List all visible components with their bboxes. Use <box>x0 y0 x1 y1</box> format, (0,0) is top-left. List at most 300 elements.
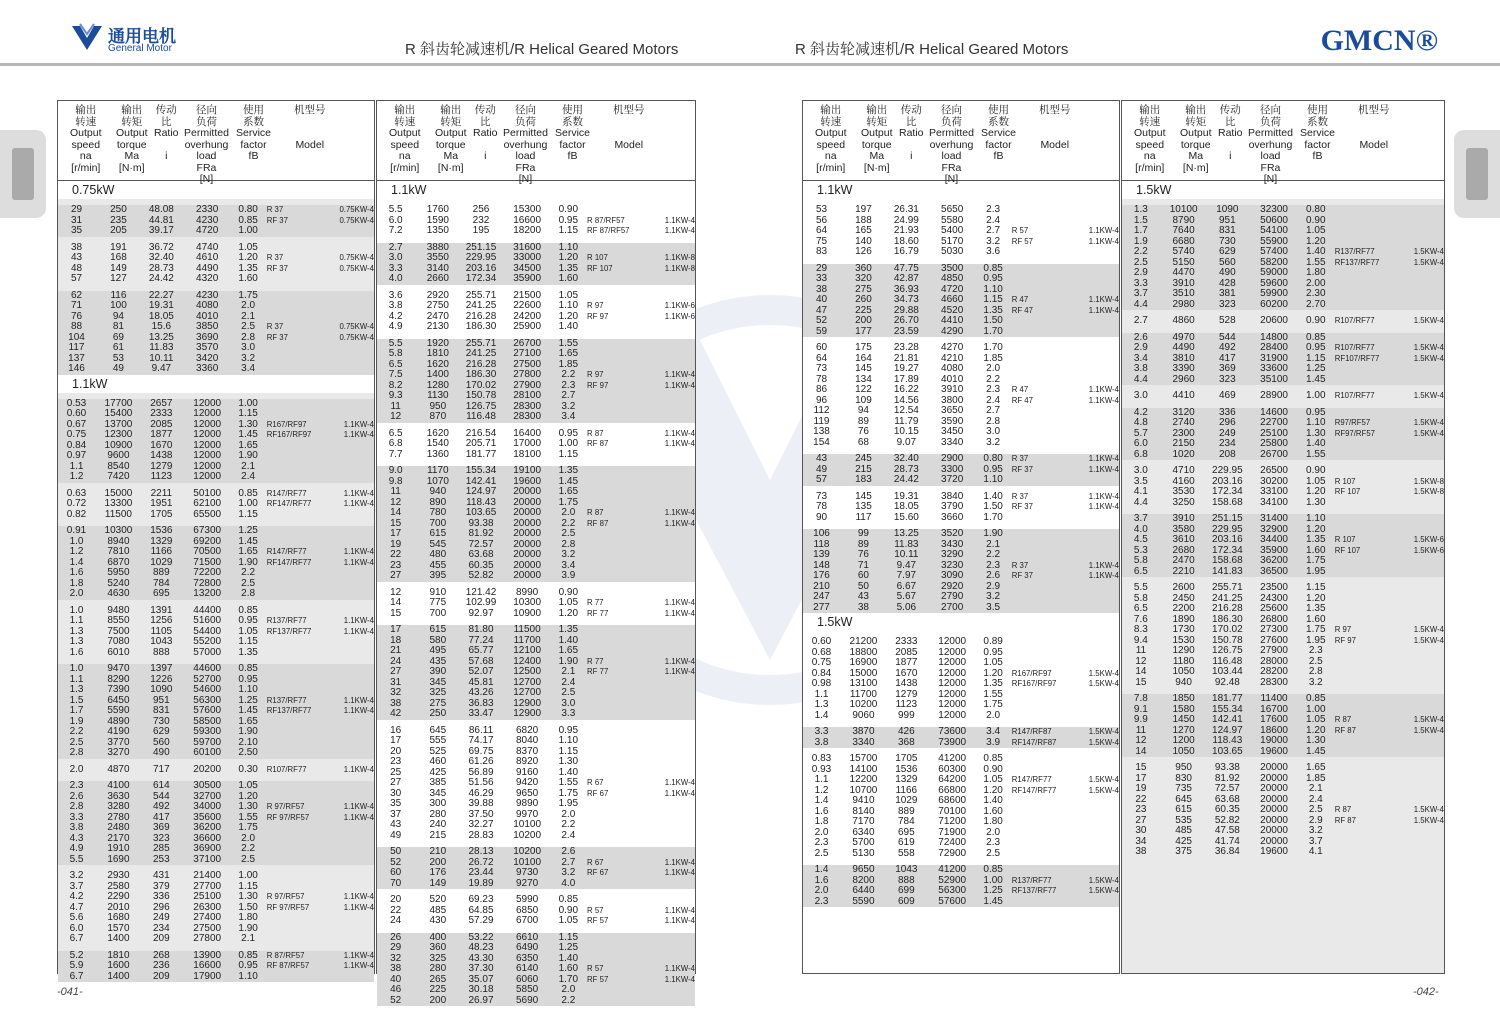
cell-torque: 1680 <box>107 912 130 923</box>
cell-load: 3590 <box>941 415 964 427</box>
cell-sf: 1.20 <box>1306 724 1326 736</box>
cell-ratio: 13.25 <box>893 528 919 539</box>
cell-model <box>1331 795 1395 806</box>
cell-sf: 1.00 <box>238 870 258 881</box>
cell-speed: 48 <box>70 262 83 274</box>
cell-sf: 1.55 <box>558 337 579 349</box>
table-row <box>1122 678 1444 689</box>
table-row <box>803 226 1119 237</box>
model-group <box>803 529 1119 613</box>
model-group <box>803 343 1119 448</box>
cell-ratio: 48.23 <box>468 942 494 953</box>
column-header-load: 径向 负荷 Permitted overhung load FRa [N] <box>503 104 548 185</box>
cell-model <box>583 243 646 254</box>
cell-ratio: 431 <box>153 870 170 881</box>
cell-ratio: 21.93 <box>893 225 919 236</box>
cell-sf: 1.90 <box>238 450 258 461</box>
cell-model: 1.5KW-8 <box>1413 487 1444 496</box>
cell-load: 3720 <box>941 474 964 485</box>
cell-model <box>1331 583 1395 594</box>
cell-ratio: 26.70 <box>893 315 919 326</box>
cell-ratio: 5.67 <box>896 591 917 602</box>
cell-torque: 12300 <box>104 429 133 440</box>
cell-model <box>583 726 646 737</box>
cell-speed: 2.7 <box>388 241 403 253</box>
cell-load: 60100 <box>193 747 222 758</box>
cell-model <box>263 781 326 792</box>
cell-ratio: 195 <box>472 225 490 236</box>
cell-model <box>1070 285 1119 296</box>
cell-model <box>1008 807 1071 818</box>
cell-model: 1.1KW-4 <box>343 706 374 715</box>
cell-sf: 1.15 <box>238 880 258 892</box>
cell-torque: 345 <box>429 787 447 799</box>
cell-speed: 2.2 <box>1133 246 1148 257</box>
cell-model <box>1070 316 1119 327</box>
cell-ratio: 251.15 <box>1212 513 1243 524</box>
table-row <box>377 253 695 264</box>
page-title-right: R 斜齿轮减速机/R Helical Geared Motors <box>795 41 1069 58</box>
table-row <box>1122 784 1444 795</box>
cell-sf: 1.45 <box>1306 745 1326 757</box>
table-row <box>58 913 374 924</box>
table-row <box>377 688 695 699</box>
cell-speed: 9.0 <box>388 465 403 476</box>
cell-torque: 325 <box>429 952 447 964</box>
cell-load: 33100 <box>1260 486 1288 497</box>
cell-speed: 62 <box>70 289 83 301</box>
cell-speed: 0.93 <box>811 763 832 775</box>
cell-sf: 1.90 <box>238 556 258 568</box>
cell-speed: 2.8 <box>69 747 84 758</box>
cell-sf: 1.65 <box>238 439 258 451</box>
column-header-sf: 使用 系数 Service factor fB <box>236 104 272 162</box>
cell-load: 4010 <box>941 373 964 385</box>
cell-sf: 1.80 <box>1306 267 1326 278</box>
cell-model: RF 107 <box>1334 487 1361 496</box>
cell-speed: 14 <box>1135 745 1147 757</box>
table-row <box>1122 715 1444 726</box>
cell-ratio: 72.57 <box>468 538 494 550</box>
cell-sf: 1.20 <box>1306 523 1326 535</box>
cell-ratio: 11.79 <box>894 415 919 427</box>
page-header <box>0 0 1500 62</box>
table-row <box>377 322 695 333</box>
cell-speed: 38 <box>390 697 402 709</box>
table-row <box>58 961 374 972</box>
cell-load: 59700 <box>193 736 222 748</box>
cell-speed: 9.8 <box>388 475 403 487</box>
cell-load: 3790 <box>941 501 964 512</box>
cell-load: 31600 <box>513 241 542 253</box>
table-row <box>803 364 1119 375</box>
cell-load: 17600 <box>1260 714 1288 725</box>
cell-sf: 1.60 <box>1306 613 1326 625</box>
cell-model <box>1331 615 1395 626</box>
cell-speed: 7.7 <box>388 448 403 460</box>
cell-torque: 3530 <box>1172 486 1195 497</box>
cell-sf: 2.1 <box>241 310 256 322</box>
cell-sf: 0.90 <box>1306 315 1326 326</box>
cell-model <box>1070 375 1119 386</box>
cell-load: 12000 <box>193 450 222 461</box>
cell-sf: 2.5 <box>1308 655 1323 667</box>
cell-sf: 1.00 <box>983 874 1003 886</box>
cell-sf: 0.95 <box>1306 342 1326 353</box>
table-row <box>803 205 1119 216</box>
cell-sf: 1.20 <box>983 784 1003 796</box>
table-row <box>803 727 1119 738</box>
cell-speed: 15 <box>1135 762 1147 773</box>
table-row <box>803 754 1119 765</box>
cell-torque: 5240 <box>107 577 130 589</box>
cell-torque: 200 <box>429 994 447 1006</box>
table-row <box>377 439 695 450</box>
cell-speed: 1.1 <box>814 774 829 785</box>
cell-load: 19600 <box>1260 745 1288 757</box>
cell-sf: 3.6 <box>986 246 1001 257</box>
cell-ratio: 56.89 <box>468 766 494 778</box>
cell-model <box>1394 556 1444 567</box>
model-group <box>58 781 374 865</box>
column-header-torque: 输出 转矩 Output torque Ma [N·m] <box>1180 104 1212 174</box>
cell-load: 22600 <box>513 300 542 311</box>
cell-model: 1.1KW-4 <box>664 974 695 984</box>
cell-speed: 29 <box>390 942 402 953</box>
cell-speed: 2.3 <box>814 895 829 907</box>
cell-model: R147/RF77 <box>266 488 307 498</box>
cell-torque: 1810 <box>426 348 449 359</box>
cell-ratio: 232 <box>472 214 490 226</box>
cell-speed: 60 <box>815 342 828 353</box>
cell-model <box>1331 747 1395 758</box>
cell-model <box>583 571 646 582</box>
cell-ratio: 2657 <box>150 397 173 409</box>
cell-model <box>1394 289 1444 300</box>
cell-model <box>583 688 646 699</box>
cell-sf: 2.50 <box>238 747 258 758</box>
cell-load: 50600 <box>1260 214 1288 226</box>
cell-model <box>646 678 695 689</box>
cell-load: 4410 <box>941 315 964 326</box>
table-row <box>803 274 1119 285</box>
cell-speed: 1.2 <box>69 546 84 557</box>
cell-model <box>1394 205 1444 216</box>
spec-table-3 <box>802 100 1120 974</box>
cell-load: 3850 <box>196 321 219 332</box>
cell-sf: 1.20 <box>983 667 1003 679</box>
cell-model <box>1070 582 1119 593</box>
cell-speed: 4.5 <box>1133 534 1148 545</box>
cell-model <box>325 291 374 302</box>
table-row <box>803 529 1119 540</box>
cell-sf: 2.10 <box>238 736 258 748</box>
cell-model: 0.75KW-4 <box>339 332 374 342</box>
cell-ratio: 28.73 <box>893 463 919 475</box>
table-row <box>58 637 374 648</box>
table-row <box>58 972 374 983</box>
cell-speed: 4.0 <box>1133 523 1148 535</box>
cell-torque: 165 <box>855 225 872 236</box>
cell-ratio: 203.16 <box>465 262 497 274</box>
cell-ratio: 18.05 <box>893 501 919 512</box>
cell-torque: 275 <box>429 697 447 709</box>
table-row <box>1122 694 1444 705</box>
table-row <box>377 205 695 216</box>
cell-model <box>583 450 646 461</box>
table-row <box>803 849 1119 860</box>
cell-model <box>1008 354 1071 365</box>
cell-sf: 1.20 <box>558 607 579 619</box>
cell-load: 16700 <box>1260 703 1288 715</box>
cell-model <box>1008 540 1071 551</box>
cell-torque: 1600 <box>107 960 130 971</box>
table-row <box>58 343 374 354</box>
cell-model: 1.5KW-4 <box>1413 805 1444 814</box>
cell-ratio: 186.30 <box>465 369 497 380</box>
table-row <box>803 454 1119 465</box>
cell-model <box>325 364 374 375</box>
cell-speed: 1.9 <box>69 715 84 727</box>
cell-ratio: 417 <box>1219 352 1236 364</box>
cell-model <box>325 748 374 759</box>
cell-model <box>1331 466 1395 477</box>
cell-model <box>263 399 326 410</box>
cell-torque: 940 <box>1175 676 1192 688</box>
cell-sf: 2.6 <box>986 570 1001 581</box>
model-group <box>58 664 374 759</box>
table-row <box>1122 375 1444 386</box>
cell-speed: 32 <box>390 687 402 698</box>
logo-text-cn: 通用电机 <box>108 27 176 46</box>
cell-model: RF 107 <box>1334 545 1361 555</box>
cell-model <box>263 301 326 312</box>
cell-torque: 870 <box>429 411 447 422</box>
cell-torque: 250 <box>429 708 447 719</box>
model-group <box>58 291 374 375</box>
cell-model: RF 87 <box>1334 815 1356 825</box>
cell-model: 1.5KW-4 <box>1088 727 1119 736</box>
cell-model <box>263 844 326 855</box>
cell-load: 3420 <box>196 352 219 364</box>
cell-torque: 460 <box>429 756 447 767</box>
cell-ratio: 81.92 <box>1214 772 1240 784</box>
cell-sf: 2.8 <box>986 415 1001 427</box>
power-section-title: 1.1kW <box>803 181 1119 199</box>
cell-sf: 2.4 <box>986 214 1001 226</box>
table-row <box>1122 646 1444 657</box>
cell-speed: 3.4 <box>1133 352 1148 364</box>
cell-ratio: 51.56 <box>468 777 494 788</box>
cell-model <box>1008 438 1071 449</box>
cell-speed: 5.8 <box>1133 555 1148 566</box>
cell-sf: 1.75 <box>238 822 258 833</box>
cell-speed: 1.0 <box>69 663 84 674</box>
cell-speed: 50 <box>390 846 402 857</box>
cell-load: 3910 <box>941 384 964 395</box>
cell-torque: 1620 <box>426 358 449 370</box>
cell-model <box>1394 826 1444 837</box>
cell-torque: 735 <box>1175 783 1192 794</box>
cell-model <box>1008 849 1071 860</box>
cell-load: 9270 <box>515 877 539 889</box>
table-row <box>377 550 695 561</box>
cell-sf: 0.95 <box>983 463 1003 475</box>
cell-model <box>646 588 695 599</box>
cell-load: 20200 <box>193 763 222 775</box>
logo-icon <box>70 22 104 52</box>
cell-speed: 9.1 <box>1133 703 1148 715</box>
spec-table-2 <box>376 100 696 1006</box>
cell-model <box>325 934 374 945</box>
cell-model <box>583 820 646 831</box>
cell-model <box>325 717 374 728</box>
cell-ratio: 186.30 <box>1212 613 1243 625</box>
cell-load: 8990 <box>515 586 539 598</box>
cell-ratio: 268 <box>153 949 170 961</box>
cell-torque: 2470 <box>426 310 449 322</box>
cell-speed: 15 <box>390 607 402 619</box>
cell-ratio: 64.85 <box>468 904 494 916</box>
cell-sf: 1.15 <box>983 294 1003 305</box>
table-row <box>803 513 1119 524</box>
cell-torque: 6680 <box>1172 235 1195 247</box>
cell-speed: 23 <box>390 559 402 571</box>
cell-torque: 200 <box>429 856 447 868</box>
cell-model <box>583 943 646 954</box>
table-row <box>377 895 695 906</box>
cell-model: R147/RF87 <box>1011 727 1052 736</box>
cell-model <box>263 664 326 675</box>
cell-model <box>646 954 695 965</box>
cell-load: 12900 <box>513 697 542 709</box>
cell-model <box>646 466 695 477</box>
cell-model <box>583 561 646 572</box>
cell-speed: 0.72 <box>66 498 87 509</box>
cell-load: 16600 <box>513 214 542 226</box>
cell-ratio: 103.44 <box>1212 666 1243 677</box>
cell-ratio: 1029 <box>150 556 173 568</box>
cell-torque: 205 <box>110 225 127 236</box>
table-row <box>803 603 1119 614</box>
cell-load: 4520 <box>941 304 964 316</box>
cell-torque: 3910 <box>1172 277 1195 289</box>
cell-model <box>1008 865 1071 876</box>
cell-model <box>263 792 326 803</box>
cell-load: 8040 <box>515 735 539 746</box>
cell-model <box>325 823 374 834</box>
cell-model: RF147/RF77 <box>266 499 312 508</box>
table-row <box>377 487 695 498</box>
cell-torque: 1890 <box>1172 613 1195 625</box>
cell-model <box>1394 237 1444 248</box>
cell-load: 20600 <box>1260 315 1288 326</box>
cell-speed: 14 <box>390 507 402 518</box>
cell-ratio: 619 <box>898 837 915 848</box>
column-header-torque: 输出 转矩 Output torque Ma [N·m] <box>861 104 893 174</box>
cell-ratio: 81.92 <box>468 528 494 539</box>
cell-model <box>1070 438 1119 449</box>
table-row <box>803 550 1119 561</box>
cell-torque: 9060 <box>852 709 875 721</box>
cell-load: 3090 <box>941 570 964 581</box>
cell-model: R167/RF97 <box>1011 668 1052 678</box>
cell-speed: 24 <box>390 915 402 926</box>
cell-speed: 2.9 <box>1133 342 1148 353</box>
cell-model: RF 47 <box>1011 395 1033 405</box>
table-row <box>377 450 695 461</box>
cell-model <box>646 571 695 582</box>
cell-ratio: 24.99 <box>893 214 919 226</box>
cell-sf: 1.10 <box>238 970 258 982</box>
cell-speed: 2.2 <box>69 726 84 737</box>
cell-torque: 3630 <box>107 790 130 802</box>
cell-torque: 10300 <box>104 525 133 536</box>
cell-model: 1.1KW-6 <box>664 311 695 321</box>
cell-ratio: 32.40 <box>893 453 919 464</box>
cell-model: 1.1KW-4 <box>343 812 374 822</box>
cell-sf: 1.40 <box>558 766 579 778</box>
cell-sf: 2.8 <box>241 331 256 343</box>
cell-load: 72400 <box>938 837 967 848</box>
cell-speed: 30 <box>1135 825 1147 836</box>
table-row <box>58 855 374 866</box>
table-row <box>803 502 1119 513</box>
cell-ratio: 126.75 <box>465 400 497 412</box>
cell-ratio: 26.72 <box>468 856 494 868</box>
cell-model <box>263 226 326 237</box>
cell-load: 4270 <box>941 342 964 353</box>
cell-ratio: 609 <box>898 895 915 907</box>
cell-model: R 87 <box>1334 715 1352 724</box>
cell-ratio: 1670 <box>895 667 918 679</box>
cell-model: 1.1KW-4 <box>664 667 695 676</box>
cell-model <box>583 498 646 509</box>
cell-model <box>1394 694 1444 705</box>
cell-torque: 122 <box>855 384 872 395</box>
cell-model <box>1008 648 1071 659</box>
cell-speed: 20 <box>390 745 402 757</box>
cell-ratio: 426 <box>898 726 915 737</box>
cell-load: 20000 <box>1260 772 1288 784</box>
cell-sf: 1.40 <box>983 490 1003 502</box>
cell-ratio: 11.83 <box>894 538 919 550</box>
cell-sf: 0.90 <box>558 204 579 215</box>
cell-model: R147/RF77 <box>1011 775 1052 784</box>
cell-model <box>1008 529 1071 540</box>
cell-model: 1.1KW-4 <box>1088 571 1119 580</box>
cell-model: 1.1KW-4 <box>343 961 374 970</box>
cell-speed: 4.7 <box>69 901 84 913</box>
cell-load: 34100 <box>1260 496 1288 508</box>
cell-sf: 0.80 <box>1306 204 1326 215</box>
cell-speed: 42 <box>390 708 402 719</box>
table-row <box>803 711 1119 722</box>
cell-model <box>1008 817 1071 828</box>
cell-model: 1.1KW-6 <box>664 301 695 310</box>
cell-speed: 73 <box>815 363 828 374</box>
cell-speed: 0.91 <box>66 525 87 536</box>
cell-sf: 2.2 <box>561 517 576 529</box>
cell-load: 3340 <box>941 436 964 448</box>
cell-load: 9650 <box>515 787 539 799</box>
cell-speed: 21 <box>390 645 402 656</box>
cell-model: RF 87 <box>587 439 609 448</box>
cell-load: 32300 <box>1260 204 1288 215</box>
cell-speed: 2.7 <box>1133 315 1148 326</box>
cell-ratio: 81.80 <box>468 624 494 635</box>
cell-speed: 49 <box>815 463 828 475</box>
